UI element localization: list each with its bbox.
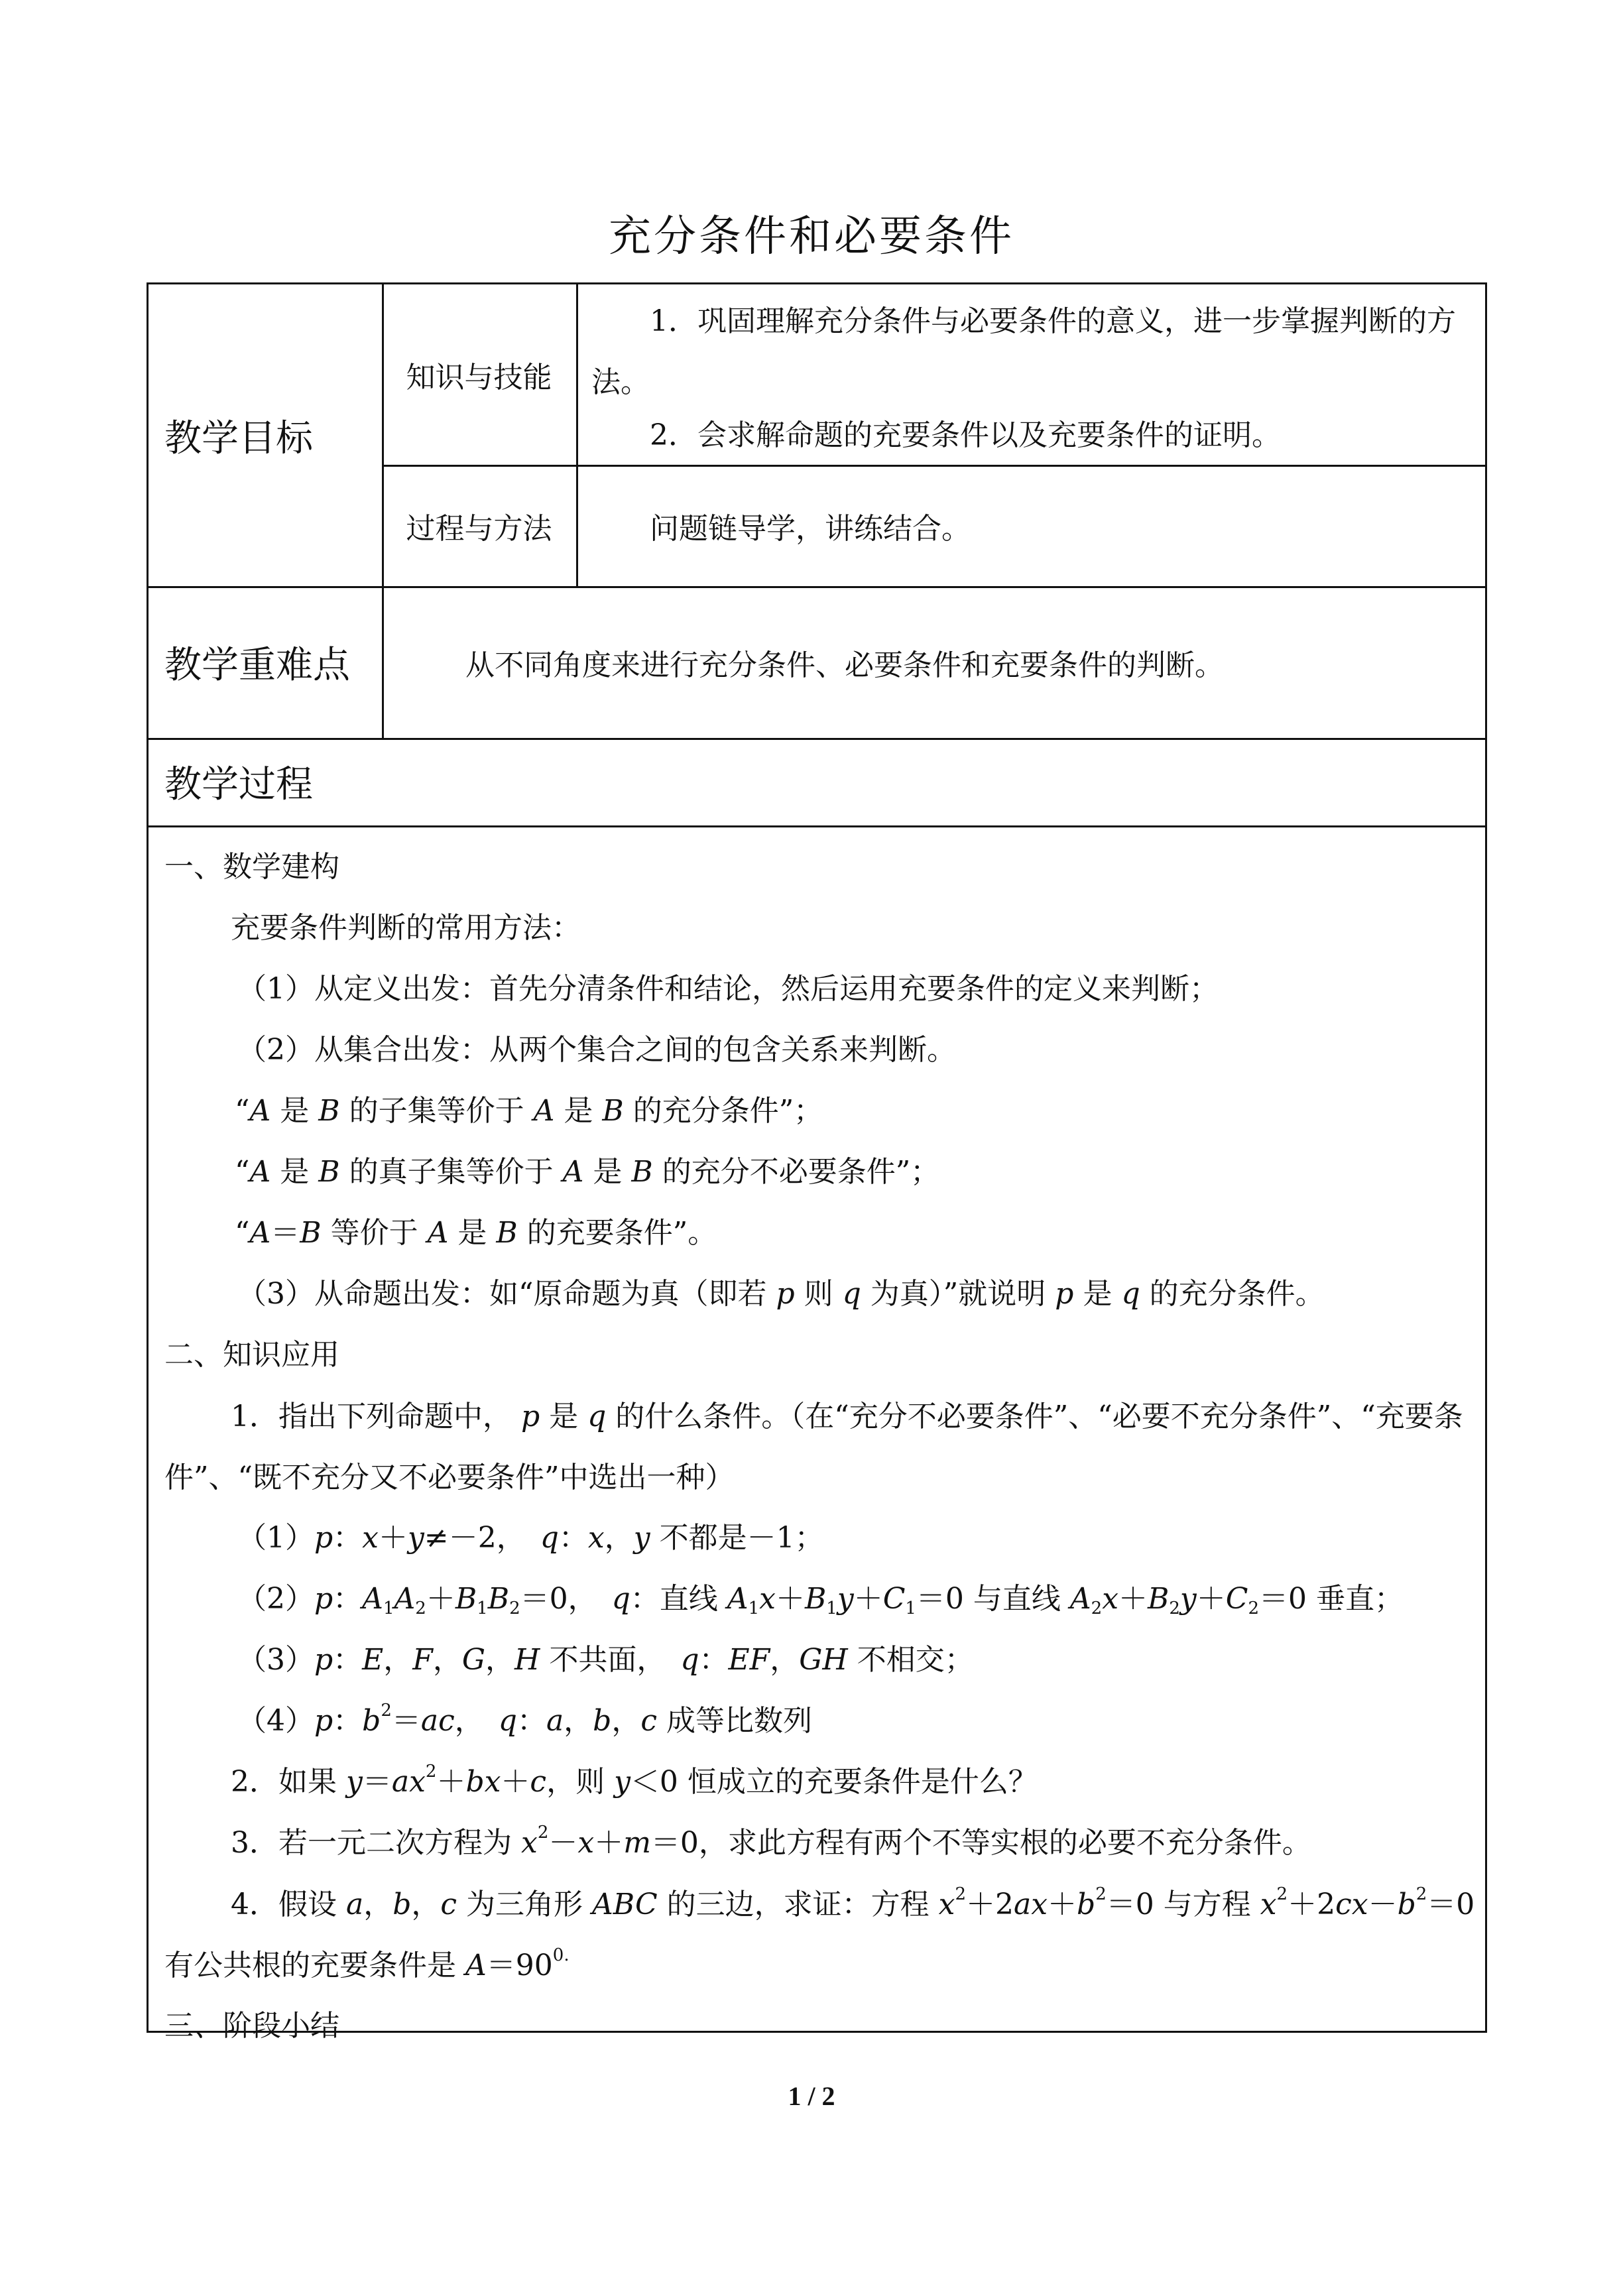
exercise-3: 3．若一元二次方程为 $x^2-x+m=0$，求此方程有两个不等实根的必要不充分条件。 [231, 1823, 1311, 1860]
set-statement-3: “A＝B 等价于 A 是 B 的充要条件”。 [235, 1216, 717, 1250]
skill-objective-1: 1．巩固理解充分条件与必要条件的意义，进一步掌握判断的方法。 [591, 304, 1456, 399]
lesson-table [147, 282, 1487, 2043]
section-heading: 三、阶段小结 [164, 2009, 339, 2043]
row-divider [149, 825, 1487, 827]
key-points-text: 从不同角度来进行充分条件、必要条件和充要条件的判断。 [465, 648, 1224, 682]
exercise-1-item-3: （3）p：E，F，G，H 不共面， q：EF，GH 不相交； [237, 1643, 974, 1677]
exercise-1-item-1: （1）p：x＋y≠－2， q：x，y 不都是－1； [237, 1521, 824, 1555]
set-statement-1: “A 是 B 的子集等价于 A 是 B 的充分条件”； [235, 1094, 823, 1128]
skill-label: 知识与技能 [406, 361, 552, 394]
exercise-1-item-2: （2）p：$A_1A_2+B_1B_2=0$， q：直线 $A_1x+B_1y+C_1=0$ 与直线 $A_2x+B_2y+C_2=0$ 垂直； [237, 1582, 1404, 1618]
exercise-1: 1．指出下列命题中， p 是 q 的什么条件。（在“充分不必要条件”、“必要不充分条件”、“充要条件”、“既不充分又不必要条件”中选出一种） [164, 1400, 1463, 1494]
section-heading: 一、数学建构 [164, 850, 339, 884]
col-divider [576, 284, 578, 586]
objectives-header: 教学目标 [164, 416, 313, 460]
row-divider [149, 738, 1487, 740]
exercise-1-item-4: （4）p：$b^2=ac$， q：a，b，c 成等比数列 [237, 1701, 812, 1738]
skill-objective-2: 2．会求解命题的充要条件以及充要条件的证明。 [650, 418, 1281, 452]
method-proposition: （3）从命题出发：如“原命题为真（即若 p 则 q 为真）”就说明 p 是 q 的充分条件。 [237, 1277, 1325, 1311]
page-number: 1 / 2 [788, 2081, 835, 2111]
process-header: 教学过程 [164, 763, 313, 806]
method-label: 过程与方法 [406, 511, 552, 546]
section-heading: 二、知识应用 [164, 1338, 339, 1372]
method-definition: （1）从定义出发：首先分清条件和结论，然后运用充要条件的定义来判断； [237, 972, 1219, 1006]
page-title: 充分条件和必要条件 [609, 212, 1014, 261]
exercise-4: 4．假设 a，b，c 为三角形 ABC 的三边，求证：方程 $x^2+2ax+b^2=0$ 与方程 $x^2+2cx-b^2=0$ 有公共根的充要条件是 $A=90^{0.}$ [164, 1884, 1475, 1982]
set-statement-2: “A 是 B 的真子集等价于 A 是 B 的充分不必要条件”； [235, 1155, 940, 1189]
method-objective: 问题链导学，讲练结合。 [650, 511, 971, 546]
key-points-header: 教学重难点 [164, 643, 350, 687]
exercise-2: 2．如果 $y=ax^2+bx+c$，则 y＜0 恒成立的充要条件是什么？ [231, 1762, 1038, 1799]
method-set: （2）从集合出发：从两个集合之间的包含关系来判断。 [237, 1033, 956, 1067]
methods-intro: 充要条件判断的常用方法： [231, 911, 581, 945]
